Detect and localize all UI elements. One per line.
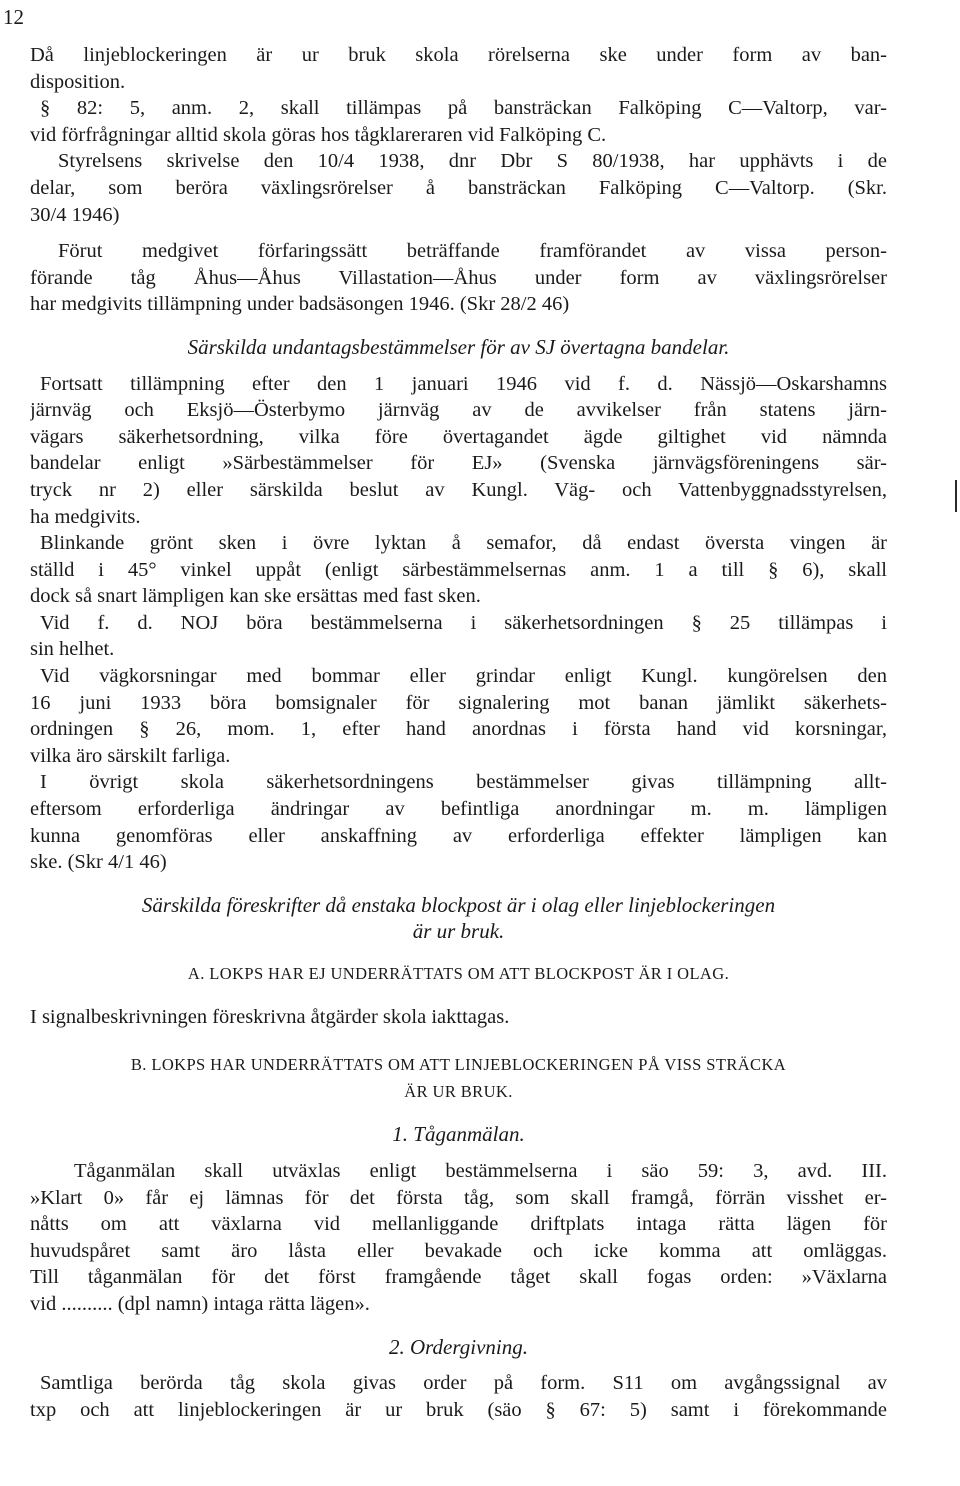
paragraph-line: järnväg och Eksjö—Österbymo järnväg av de avvikelser från statens järn- [30,399,887,422]
paragraph-line: vid .......... (dpl namn) intaga rätta lägen». [30,1292,370,1315]
paragraph-line: eftersom erforderliga ändringar av befintliga anordningar m. m. lämpligen [30,798,887,821]
paragraph-line: I signalbeskrivningen föreskrivna åtgärder skola iakttagas. [30,1005,510,1028]
paragraph-line: Styrelsens skrivelse den 10/4 1938, dnr Dbr S 80/1938, har upphävts i de [58,150,887,173]
page-number: 12 [3,5,24,29]
paragraph-line: vilka äro särskilt farliga. [30,744,231,767]
paragraph-line: Samtliga berörda tåg skola givas order på form. S11 om avgångssignal av [40,1372,887,1395]
paragraph-line: 16 juni 1933 böra bomsignaler för signalering mot banan jämlikt säkerhets- [30,691,887,714]
paragraph-line: Vid vägkorsningar med bommar eller grindar enligt Kungl. kungörelsen den [40,665,887,688]
paragraph-line: bandelar enligt »Särbestämmelser för EJ» (Svenska järnvägsföreningens sär- [30,452,887,475]
paragraph-line: Förut medgivet förfaringssätt beträffande framförandet av vissa person- [58,240,887,263]
paragraph-line: kunna genomföras eller anskaffning av erforderliga effekter lämpligen kan [30,824,887,847]
subsection-heading: ÄR UR BRUK. [404,1081,513,1101]
paragraph-line: har medgivits tillämpning under badsäsongen 1946. (Skr 28/2 46) [30,293,570,316]
paragraph-line: 30/4 1946) [30,203,120,226]
paragraph-line: ha medgivits. [30,505,141,528]
numbered-heading: 2. Ordergivning. [388,1334,528,1359]
paragraph-line: vid förfrågningar alltid skola göras hos tågklareraren vid Falköping C. [30,123,607,146]
paragraph-line: § 82: 5, anm. 2, skall tillämpas på bansträckan Falköping C—Valtorp, var- [40,97,887,120]
paragraph-line: huvudspåret samt äro låsta eller bevakade och icke komma att omläggas. [30,1239,887,1262]
paragraph-line: disposition. [30,70,126,93]
paragraph-line: ordningen § 26, mom. 1, efter hand anordnas i första hand vid korsningar, [30,718,887,741]
paragraph-line: dock så snart lämpligen kan ske ersättas med fast sken. [30,585,481,608]
paragraph-line: ställd i 45° vinkel uppåt (enligt särbestämmelsernas anm. 1 a till § 6), skall [30,558,887,581]
paragraph-line: txp och att linjeblockeringen är ur bruk (säo § 67: 5) samt i förekommande [30,1398,887,1421]
paragraph-line: sin helhet. [30,638,115,661]
paragraph-line: ske. (Skr 4/1 46) [30,851,167,874]
section-heading: Särskilda undantagsbestämmelser för av SJ övertagna bandelar. [187,334,730,359]
paragraph-line: förande tåg Åhus—Åhus Villastation—Åhus under form av växlingsrörelser [30,266,887,289]
paragraph-line: Då linjeblockeringen är ur bruk skola rörelserna ske under form av ban- [30,44,887,66]
numbered-heading: 1. Tåganmälan. [392,1122,525,1147]
paragraph-line: vägars säkerhetsordning, vilka före övertagandet ägde giltighet vid nämnda [30,425,887,448]
margin-mark [955,480,957,512]
paragraph-line: Blinkande grönt sken i övre lyktan å semafor, då endast översta vingen är [40,532,887,555]
paragraph-line: »Klart 0» får ej lämnas för det första tåg, som skall framgå, förrän visshet er- [30,1186,887,1209]
paragraph-line: Fortsatt tillämpning efter den 1 januari 1946 vid f. d. Nässjö—Oskarshamns [40,372,887,395]
paragraph-line: Vid f. d. NOJ böra bestämmelserna i säkerhetsordningen § 25 tillämpas i [40,611,887,634]
subsection-heading: A. LOKPS HAR EJ UNDERRÄTTATS OM ATT BLOCKPOST ÄR I OLAG. [187,964,730,983]
paragraph-line: I övrigt skola säkerhetsordningens bestämmelser givas tillämpning allt- [40,771,887,794]
subsection-heading: B. LOKPS HAR UNDERRÄTTATS OM ATT LINJEBLOCKERINGEN PÅ VISS STRÄCKA [130,1055,787,1075]
page-body [30,42,887,1423]
paragraph-line: nåtts om att växlarna vid mellanliggande driftplats intaga rätta lägen för [30,1213,887,1236]
paragraph-line: Till tåganmälan för det först framgående tåget skall fogas orden: »Växlarna [30,1266,887,1289]
paragraph-line: tryck nr 2) eller särskilda beslut av Kungl. Väg- och Vattenbyggnadsstyrelsen, [30,478,887,501]
paragraph-line: Tåganmälan skall utväxlas enligt bestämmelserna i säo 59: 3, avd. III. [74,1159,887,1182]
section-heading: Särskilda föreskrifter då enstaka blockpost är i olag eller linjeblockeringen [141,892,776,917]
paragraph-line: delar, som beröra växlingsrörelser å bansträckan Falköping C—Valtorp. (Skr. [30,176,887,199]
section-heading: är ur bruk. [412,919,505,944]
